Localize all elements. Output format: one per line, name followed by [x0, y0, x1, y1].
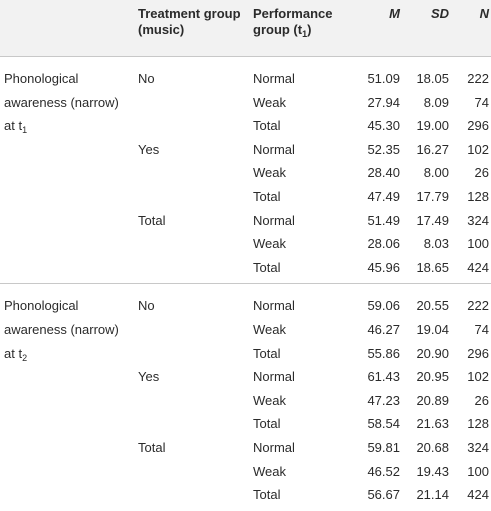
measure-label-line [4, 91, 135, 115]
n-cell: 26 [474, 392, 489, 408]
mean-cell: 59.06 [350, 284, 402, 318]
sd-cell: 8.00 [423, 165, 449, 181]
sd-cell: 20.90 [416, 345, 449, 361]
measure-label-line [4, 114, 135, 138]
measure-label-subscript: 2 [22, 352, 28, 363]
table-row [0, 284, 491, 318]
treatment-cell: No [138, 71, 155, 86]
treatment-cell [135, 91, 250, 115]
measure-label-line [4, 294, 135, 318]
n-cell: 100 [467, 463, 489, 479]
performance-cell: Total [253, 487, 281, 503]
treatment-cell [135, 232, 250, 256]
performance-cell: Total [253, 259, 281, 275]
performance-cell: Normal [253, 141, 295, 157]
measure-label-line [4, 318, 135, 342]
sd-cell: 17.49 [416, 212, 449, 228]
treatment-cell [135, 412, 250, 436]
n-cell: 26 [474, 165, 489, 181]
treatment-cell [135, 114, 250, 138]
treatment-cell [135, 185, 250, 209]
header-n: N [457, 0, 491, 57]
performance-cell: Total [253, 118, 281, 134]
mean-cell: 27.94 [367, 94, 400, 110]
n-cell: 128 [467, 416, 489, 432]
measure-label [0, 57, 135, 284]
mean-cell: 28.40 [367, 165, 400, 181]
measure-label-text: Phonological [4, 71, 79, 86]
sd-cell: 18.05 [416, 71, 449, 86]
sd-cell: 19.00 [416, 118, 449, 134]
n-cell: 100 [467, 236, 489, 252]
treatment-cell: Yes [138, 141, 160, 157]
sd-cell: 21.14 [416, 487, 449, 503]
sd-cell: 21.63 [416, 416, 449, 432]
sd-cell: 20.68 [416, 439, 449, 455]
mean-cell: 51.49 [367, 212, 400, 228]
treatment-cell [135, 483, 250, 511]
mean-cell: 28.06 [367, 236, 400, 252]
mean-cell: 55.86 [367, 345, 400, 361]
header-mean: M [350, 0, 402, 57]
treatment-cell [135, 460, 250, 484]
treatment-cell: No [135, 284, 250, 318]
measure-label-text: Phonological [4, 298, 79, 314]
mean-cell: 46.52 [367, 463, 400, 479]
treatment-cell [135, 256, 250, 284]
sd-cell: 20.89 [416, 392, 449, 408]
performance-cell: Normal [253, 439, 295, 455]
treatment-cell: Total [138, 212, 166, 228]
mean-cell: 58.54 [367, 416, 400, 432]
measure-label-line [4, 342, 135, 366]
performance-cell: Normal [253, 369, 295, 385]
mean-cell: 46.27 [367, 321, 400, 337]
treatment-cell [135, 161, 250, 185]
n-cell: 324 [467, 439, 489, 455]
mean-cell: 47.23 [367, 392, 400, 408]
measure-label-text: awareness (narrow) [4, 321, 119, 337]
performance-cell: Weak [253, 165, 286, 181]
performance-cell: Weak [253, 94, 286, 110]
sd-cell: 17.79 [416, 188, 449, 204]
measure-label-text: at t [4, 345, 23, 361]
n-cell: 222 [457, 284, 491, 318]
mean-cell: 47.49 [367, 188, 400, 204]
sd-cell: 20.55 [402, 284, 457, 318]
performance-cell: Normal [253, 71, 295, 86]
measure-label-text: at t [4, 118, 23, 134]
mean-cell: 52.35 [367, 141, 400, 157]
n-cell: 74 [474, 94, 489, 110]
header-measure [0, 0, 135, 57]
sd-cell: 19.04 [416, 321, 449, 337]
measure-label [0, 284, 135, 511]
performance-cell: Weak [253, 463, 286, 479]
header-performance-group [250, 0, 350, 57]
treatment-cell [135, 318, 250, 342]
mean-cell: 59.81 [367, 439, 400, 455]
n-cell: 424 [467, 487, 489, 503]
performance-cell: Normal [250, 284, 350, 318]
sd-cell: 8.09 [423, 94, 449, 110]
header-treatment-group: Treatment group (music) [135, 0, 250, 57]
table-body [0, 57, 491, 511]
n-cell: 102 [467, 369, 489, 385]
performance-cell: Weak [253, 236, 286, 252]
mean-cell: 61.43 [367, 369, 400, 385]
mean-cell: 51.09 [367, 71, 400, 86]
sd-cell: 19.43 [416, 463, 449, 479]
n-cell: 74 [474, 321, 489, 337]
treatment-cell: Yes [138, 369, 160, 385]
performance-cell: Weak [253, 392, 286, 408]
n-cell: 102 [467, 141, 489, 157]
table-row [0, 57, 491, 91]
performance-cell: Total [253, 345, 281, 361]
mean-cell: 45.30 [367, 118, 400, 134]
measure-label-subscript: 1 [22, 125, 28, 136]
performance-cell: Weak [253, 321, 286, 337]
header-performance-subscript: 1 [302, 29, 308, 39]
mean-cell: 56.67 [367, 487, 400, 503]
treatment-cell: Total [138, 439, 166, 455]
treatment-cell [135, 342, 250, 366]
sd-cell: 8.03 [423, 236, 449, 252]
measure-label-text: awareness (narrow) [4, 94, 119, 110]
sd-cell: 16.27 [416, 141, 449, 157]
mean-cell: 45.96 [367, 259, 400, 275]
n-cell: 222 [467, 71, 489, 86]
table-header-row [0, 0, 491, 57]
sd-cell: 18.65 [416, 259, 449, 275]
measure-label-line [4, 67, 135, 91]
header-performance-text: Performance group (t [253, 6, 333, 37]
performance-cell: Normal [253, 212, 295, 228]
performance-cell: Total [253, 188, 281, 204]
n-cell: 424 [467, 259, 489, 275]
header-performance-close: ) [307, 22, 312, 37]
n-cell: 128 [467, 188, 489, 204]
n-cell: 324 [467, 212, 489, 228]
treatment-cell [135, 389, 250, 413]
sd-cell: 20.95 [416, 369, 449, 385]
performance-cell: Total [253, 416, 281, 432]
header-sd: SD [402, 0, 457, 57]
n-cell: 296 [467, 118, 489, 134]
n-cell: 296 [467, 345, 489, 361]
